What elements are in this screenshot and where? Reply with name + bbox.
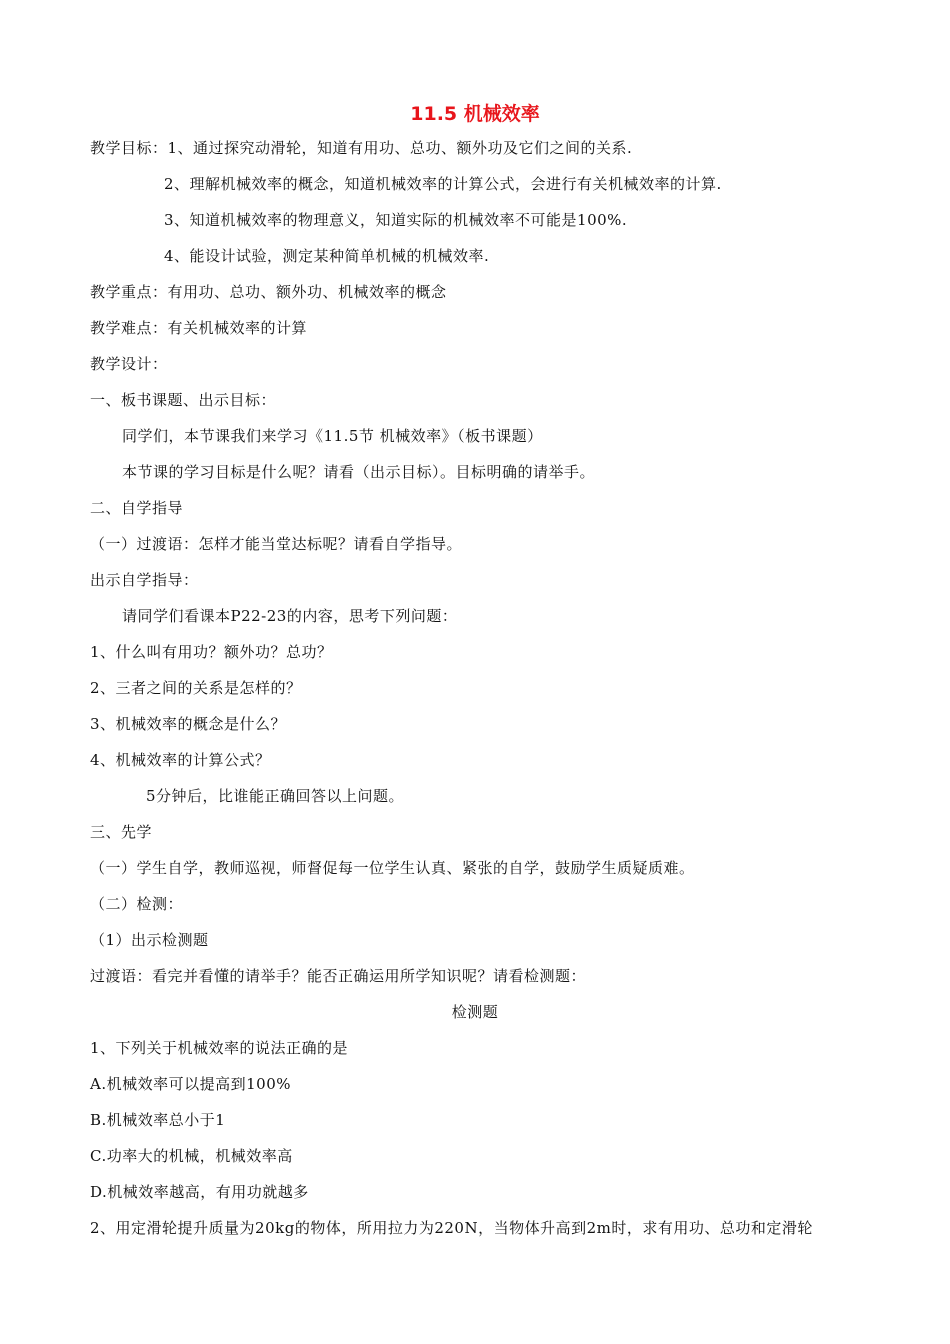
paragraph-line: 同学们，本节课我们来学习《11.5节 机械效率》（板书课题） (122, 427, 543, 445)
paragraph-line: 请同学们看课本P22-23的内容，思考下列问题： (122, 607, 458, 625)
paragraph-line: 过渡语：看完并看懂的请举手？能否正确运用所学知识呢？请看检测题： (90, 967, 587, 985)
answer-option: D.机械效率越高，有用功就越多 (90, 1183, 309, 1201)
paragraph-line: 本节课的学习目标是什么呢？请看（出示目标）。目标明确的请举手。 (122, 463, 596, 481)
paragraph-line: （二）检测： (90, 895, 184, 913)
section-2-heading: 二、自学指导 (90, 499, 184, 517)
question-item: 4、机械效率的计算公式？ (90, 751, 271, 769)
question-item: 1、什么叫有用功？额外功？总功？ (90, 643, 333, 661)
goal-line-4: 4、能设计试验，测定某种简单机械的机械效率. (164, 247, 490, 265)
difficulty-line: 教学难点：有关机械效率的计算 (90, 319, 308, 337)
goal-line-2: 2、理解机械效率的概念，知道机械效率的计算公式，会进行有关机械效率的计算. (164, 175, 722, 193)
goal-line-1: 教学目标：1、通过探究动滑轮，知道有用功、总功、额外功及它们之间的关系. (90, 139, 633, 157)
paragraph-line: 5分钟后，比谁能正确回答以上问题。 (146, 787, 405, 805)
answer-option: A.机械效率可以提高到100% (90, 1075, 291, 1093)
test-heading: 检测题 (451, 1003, 499, 1021)
answer-option: C.功率大的机械，机械效率高 (90, 1147, 293, 1165)
section-3-heading: 三、先学 (90, 823, 153, 841)
paragraph-line: 出示自学指导： (90, 571, 199, 589)
goal-line-3: 3、知道机械效率的物理意义，知道实际的机械效率不可能是100%. (164, 211, 628, 229)
section-1-heading: 一、板书课题、出示目标： (90, 391, 277, 409)
paragraph-line: （一）过渡语：怎样才能当堂达标呢？请看自学指导。 (90, 535, 463, 553)
paragraph-line: （1）出示检测题 (90, 931, 209, 949)
answer-option: B.机械效率总小于1 (90, 1111, 226, 1129)
test-question: 2、用定滑轮提升质量为20kg的物体，所用拉力为220N，当物体升高到2m时，求有用功、总功和定滑轮 (90, 1219, 813, 1237)
paragraph-line: （一）学生自学，教师巡视，师督促每一位学生认真、紧张的自学，鼓励学生质疑质难。 (90, 859, 695, 877)
design-heading: 教学设计： (90, 355, 168, 373)
question-item: 2、三者之间的关系是怎样的？ (90, 679, 302, 697)
key-points-line: 教学重点：有用功、总功、额外功、机械效率的概念 (90, 283, 447, 301)
test-question: 1、下列关于机械效率的说法正确的是 (90, 1039, 349, 1057)
question-item: 3、机械效率的概念是什么？ (90, 715, 287, 733)
page-title: 11.5 机械效率 (410, 103, 540, 125)
